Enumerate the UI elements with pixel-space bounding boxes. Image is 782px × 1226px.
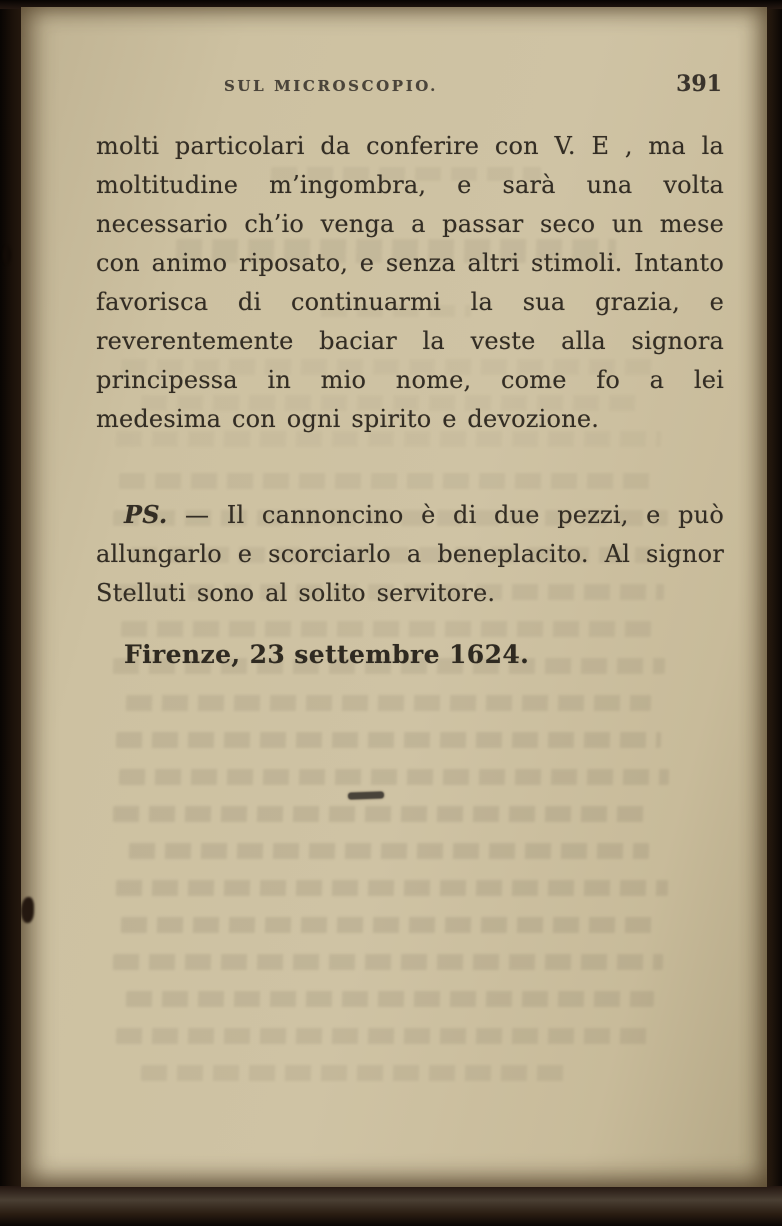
page-header [96, 71, 722, 101]
postscript-label: PS. [124, 500, 168, 529]
ink-blemish [21, 897, 34, 923]
postscript-paragraph [96, 495, 724, 613]
book-page [21, 7, 767, 1187]
page-number: 391 [676, 71, 722, 97]
page-body [96, 127, 724, 799]
running-title: SUL MICROSCOPIO. [224, 77, 438, 95]
dateline: Firenze, 23 settembre 1624. [124, 640, 530, 669]
end-rule [348, 791, 384, 799]
book-bottom-edge [0, 1186, 782, 1226]
edge-mark [3, 246, 11, 264]
book-fore-edge [765, 0, 782, 1226]
postscript-text: — Il cannoncino è di due pezzi, e può allungarlo e scorciarlo a beneplacito. Al signor Stelluti sono al solito servitore. [96, 501, 724, 607]
paragraph: molti particolari da conferire con V. E , ma la moltitudine m’ingombra, e sarà una volta necessario ch’io venga a passar seco un mese con animo riposato, e senza altri stimoli. Intanto favorisca di continuarmi la sua grazia, e reverentemente baciar la veste alla signora principessa in mio nome, come fo a lei medesima con ogni spirito e devozione. [96, 132, 724, 433]
